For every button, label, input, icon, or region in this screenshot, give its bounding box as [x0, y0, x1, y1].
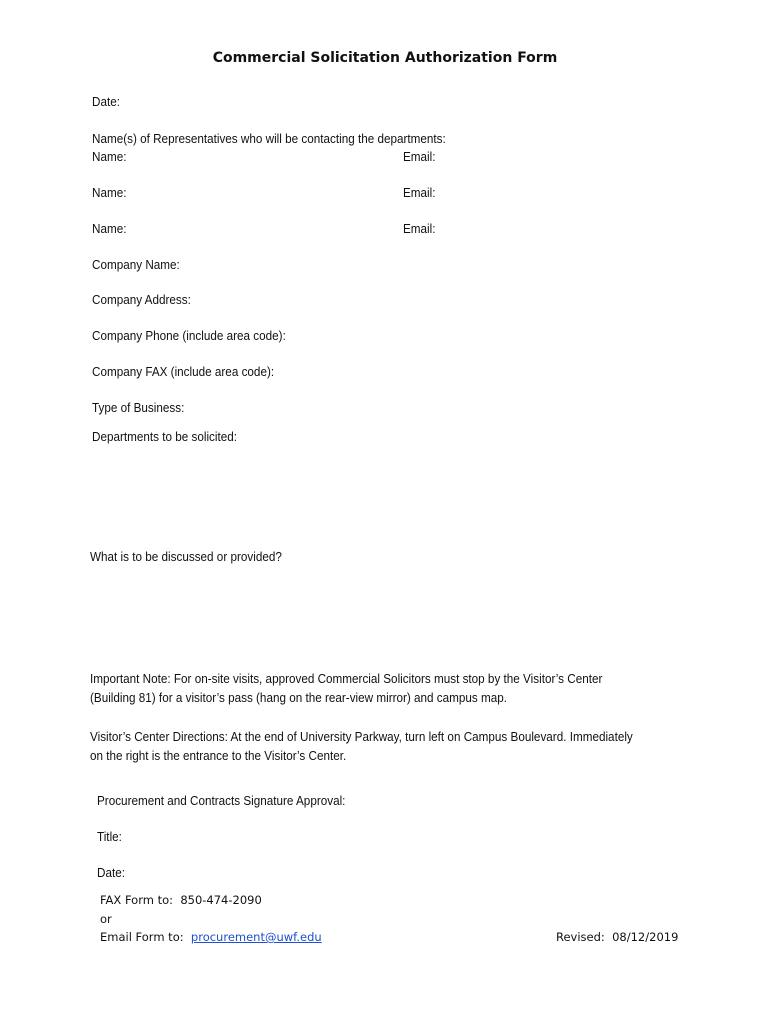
fax-line: [100, 891, 262, 909]
fax-label: FAX Form to:: [100, 893, 174, 907]
rep-name-label-1: Name:: [92, 149, 127, 164]
rep-email-label-3: Email:: [403, 221, 436, 236]
rep-name-label-3: Name:: [92, 221, 127, 236]
approval-date-label: Date:: [97, 865, 125, 880]
discussed-label: What is to be discussed or provided?: [90, 549, 282, 564]
signature-approval-label: Procurement and Contracts Signature Approval:: [97, 793, 346, 808]
date-label: Date:: [92, 94, 120, 109]
approval-title-label: Title:: [97, 829, 122, 844]
company-name-label: Company Name:: [92, 257, 180, 272]
company-phone-label: Company Phone (include area code):: [92, 328, 286, 343]
fax-number: 850-474-2090: [180, 893, 262, 907]
form-title: Commercial Solicitation Authorization Form: [212, 50, 558, 66]
business-type-label: Type of Business:: [92, 400, 185, 415]
revised-line: [556, 928, 678, 946]
departments-label: Departments to be solicited:: [92, 429, 238, 444]
important-note-line-1: Important Note: For on-site visits, approved Commercial Solicitors must stop by the Visitor’s Center: [90, 671, 603, 686]
revised-label: Revised:: [556, 930, 605, 944]
rep-name-label-2: Name:: [92, 185, 127, 200]
representatives-intro: Name(s) of Representatives who will be contacting the departments:: [92, 131, 446, 146]
rep-email-label-2: Email:: [403, 185, 436, 200]
directions-line-2: on the right is the entrance to the Visitor’s Center.: [90, 748, 347, 763]
revised-date: 08/12/2019: [612, 930, 679, 944]
or-text: or: [100, 912, 112, 926]
important-note-line-2: (Building 81) for a visitor’s pass (hang on the rear-view mirror) and campus map.: [90, 690, 508, 705]
rep-email-label-1: Email:: [403, 149, 436, 164]
email-label: Email Form to:: [100, 930, 184, 944]
company-fax-label: Company FAX (include area code):: [92, 364, 275, 379]
email-link[interactable]: procurement@uwf.edu: [190, 930, 322, 944]
company-address-label: Company Address:: [92, 292, 191, 307]
directions-line-1: Visitor’s Center Directions: At the end of University Parkway, turn left on Campus Boulevard. Immediately: [90, 729, 633, 744]
email-line: [100, 928, 322, 946]
